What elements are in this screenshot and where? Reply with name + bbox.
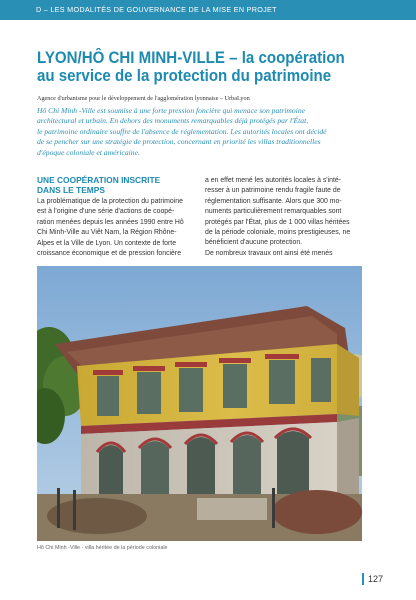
intro-line: architectural et urbain. En dehors des monuments remarquables déjà protégés par l'État, bbox=[37, 116, 309, 126]
section-header-label: D – LES MODALITÉS DE GOUVERNANCE DE LA MISE EN PROJET bbox=[36, 5, 277, 14]
body-line: ration menées depuis les années 1990 entre Hô bbox=[37, 218, 184, 226]
page-number: 127 bbox=[368, 574, 384, 584]
colonial-villa-photo bbox=[37, 266, 362, 541]
intro-line: le patrimoine ordinaire souffre de l'absence de réglementation. Les autorités locales ont décidé bbox=[37, 126, 327, 136]
article-byline: Agence d'urbanisme pour le développement de l'agglomération lyonnaise – UrbaLyon bbox=[37, 95, 250, 102]
body-line: réglementation suffisante. Alors que 300 mo- bbox=[205, 197, 342, 205]
body-line: numents particulièrement remarquables sont bbox=[205, 208, 342, 216]
article-title-line: LYON/HÔ CHI MINH-VILLE – la coopération bbox=[37, 49, 345, 67]
body-line: a en effet mené les autorités locales à s'inté- bbox=[205, 177, 342, 184]
section-heading-line: UNE COOPÉRATION INSCRITE bbox=[37, 175, 161, 185]
intro-line: Hô Chi Minh -Ville est soumise à une forte pression foncière qui menace son patrimoine bbox=[37, 106, 305, 115]
body-column-left bbox=[37, 197, 197, 259]
body-line: bénéficient d'aucune protection. bbox=[205, 239, 303, 247]
body-line: de la période coloniale, moins prestigieuses, ne bbox=[205, 229, 351, 237]
villa-illustration bbox=[37, 266, 362, 541]
body-line: resser à un patrimoine rendu fragile faute de bbox=[205, 187, 341, 195]
body-line: croissance économique et de pression foncière bbox=[37, 250, 182, 258]
body-line: est à l'origine d'une série d'actions de coopé- bbox=[37, 208, 175, 216]
body-line: protégés par l'État, plus de 1 000 villas héritées bbox=[205, 218, 350, 226]
body-line: La problématique de la protection du patrimoine bbox=[37, 198, 183, 205]
body-line: Chi Minh-Ville au Viêt Nam, la Région Rhône- bbox=[37, 229, 177, 237]
article-intro bbox=[37, 106, 363, 158]
article-title-line: au service de la protection du patrimoine bbox=[37, 67, 332, 85]
section-heading bbox=[37, 175, 197, 195]
intro-line: de se pencher sur une stratégie de protection, concernant en priorité les villas traditionnelles bbox=[37, 137, 321, 147]
body-line: Alpes et la Ville de Lyon. Un contexte de forte bbox=[37, 239, 177, 247]
page-number-divider bbox=[362, 573, 364, 585]
photo-caption: Hô Chi Minh -Ville - villa héritée de la période coloniale bbox=[37, 545, 168, 551]
intro-line: d'époque coloniale et américaine. bbox=[37, 147, 140, 157]
body-line: De nombreux travaux ont ainsi été menés bbox=[205, 249, 333, 257]
body-column-right bbox=[205, 176, 365, 259]
article-title bbox=[37, 49, 345, 85]
section-heading-line: DANS LE TEMPS bbox=[37, 185, 105, 195]
